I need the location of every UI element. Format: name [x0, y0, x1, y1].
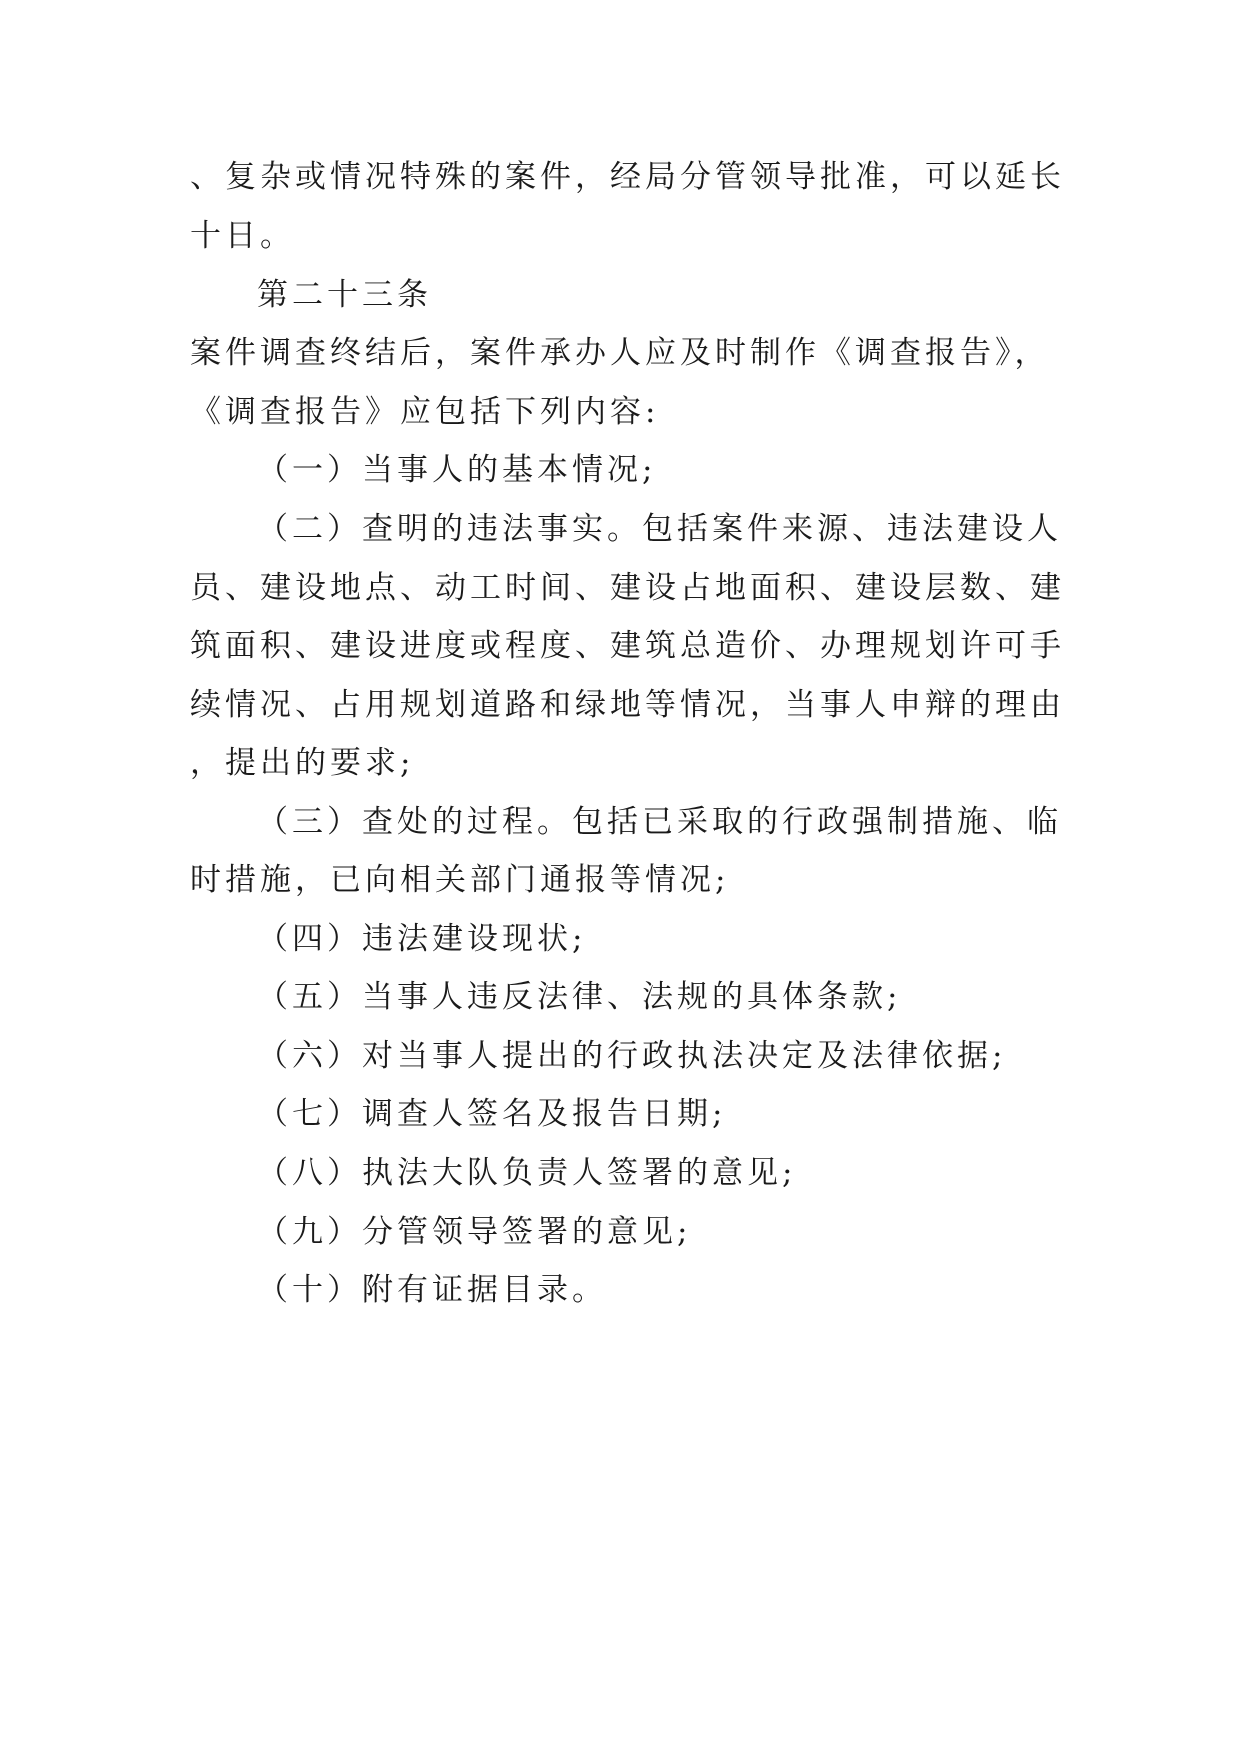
list-item: （七）调查人签名及报告日期; [257, 1096, 727, 1132]
list-item: （八）执法大队负责人签署的意见; [257, 1155, 797, 1191]
list-item: （二）查明的违法事实。包括案件来源、违法建设人 [257, 511, 1062, 547]
list-item: （九）分管领导签署的意见; [257, 1214, 692, 1250]
text-line: 案件调查终结后，案件承办人应及时制作《调查报告》， [190, 335, 1050, 371]
list-item: （三）查处的过程。包括已采取的行政强制措施、临 [257, 804, 1062, 840]
text-line: 续情况、占用规划道路和绿地等情况，当事人申辩的理由 [190, 687, 1065, 723]
text-line: 十日。 [190, 218, 295, 254]
list-item: （一）当事人的基本情况; [257, 452, 657, 488]
text-line: 筑面积、建设进度或程度、建筑总造价、办理规划许可手 [190, 628, 1065, 664]
text-line: 《调查报告》应包括下列内容: [190, 394, 660, 430]
list-item: （十）附有证据目录。 [257, 1272, 607, 1308]
list-item: （六）对当事人提出的行政执法决定及法律依据; [257, 1038, 1007, 1074]
list-item: （五）当事人违反法律、法规的具体条款; [257, 979, 902, 1015]
list-item: （四）违法建设现状; [257, 921, 587, 957]
text-line: 、复杂或情况特殊的案件，经局分管领导批准，可以延长 [190, 159, 1065, 195]
text-line: 时措施，已向相关部门通报等情况; [190, 862, 730, 898]
text-line: 员、建设地点、动工时间、建设占地面积、建设层数、建 [190, 570, 1065, 606]
article-heading: 第二十三条 [257, 277, 432, 313]
text-line: ，提出的要求; [190, 745, 415, 781]
